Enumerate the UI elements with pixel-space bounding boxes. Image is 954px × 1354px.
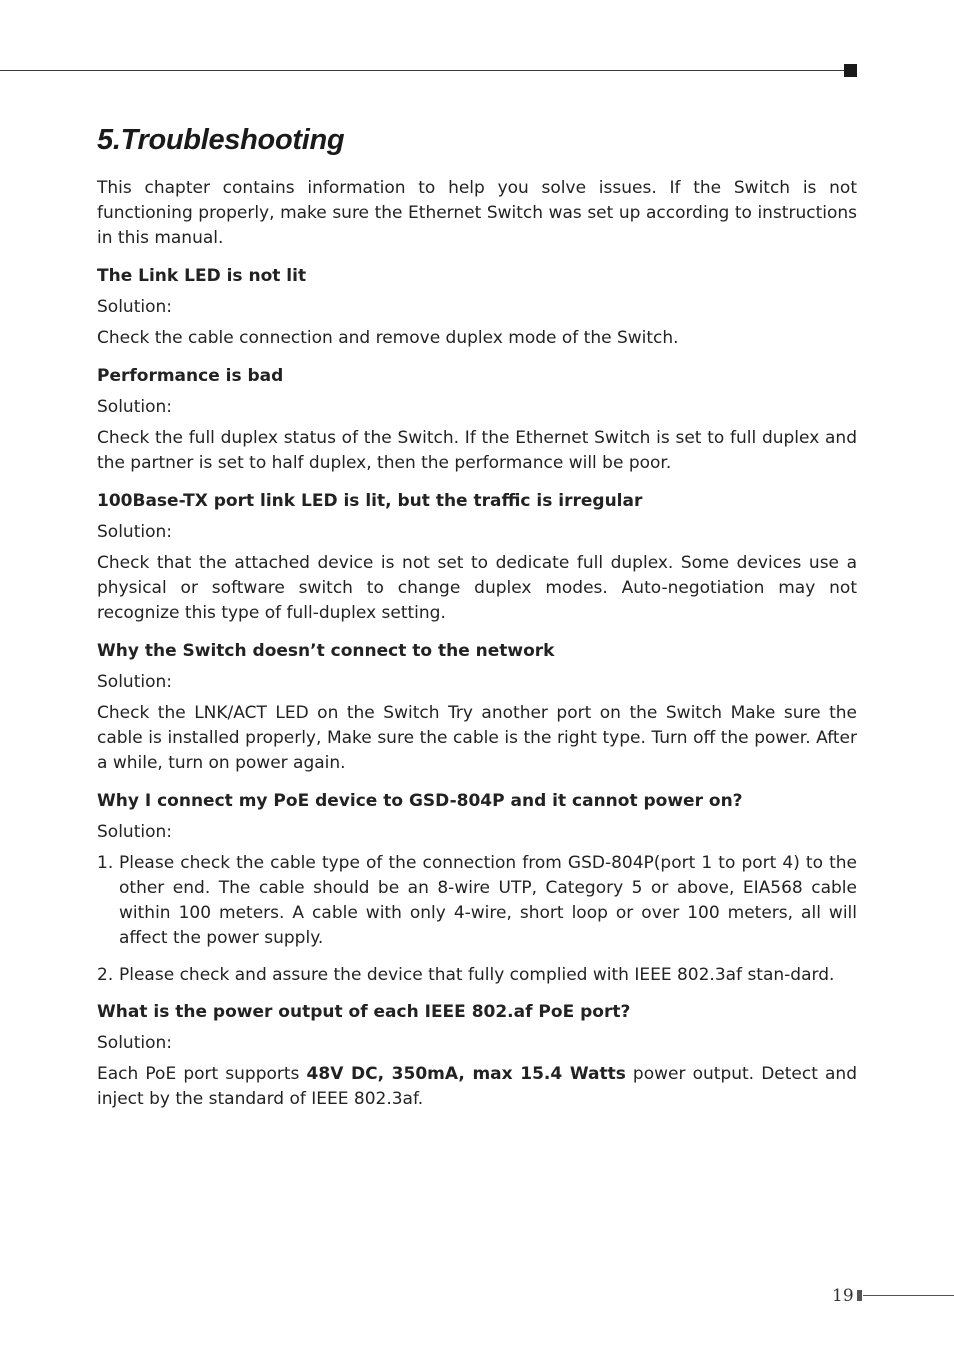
solution-label: Solution:	[97, 1033, 172, 1053]
solution-list	[97, 851, 857, 988]
header-square-mark	[844, 64, 857, 77]
section-heading: 100Base-TX port link LED is lit, but the traffic is irregular	[97, 491, 643, 511]
section-heading: Why the Switch doesn’t connect to the network	[97, 641, 555, 661]
section-heading: Why I connect my PoE device to GSD-804P and it cannot power on?	[97, 791, 743, 811]
list-item	[97, 851, 857, 951]
section-network-connect	[97, 639, 857, 776]
page-title: 5.Troubleshooting	[97, 124, 345, 156]
page-number: 19	[832, 1286, 854, 1306]
solution-text: Check the LNK/ACT LED on the Switch Try another port on the Switch Make sure the cable is installed properly, Make sure the cable is the right type. Turn off the power. After a while, turn on power again.	[97, 703, 857, 773]
list-item-text: Please check and assure the device that fully complied with IEEE 802.3af stan-dard.	[119, 965, 835, 985]
section-link-led	[97, 264, 857, 351]
solution-label: Solution:	[97, 672, 172, 692]
page-content	[97, 120, 857, 1125]
power-spec-bold: 48V DC, 350mA, max 15.4 Watts	[306, 1064, 626, 1084]
list-item	[97, 963, 857, 988]
section-performance	[97, 364, 857, 476]
section-poe-power	[97, 789, 857, 988]
solution-label: Solution:	[97, 822, 172, 842]
solution-text: Check the cable connection and remove duplex mode of the Switch.	[97, 328, 679, 348]
intro-paragraph: This chapter contains information to help you solve issues. If the Switch is not functioning properly, make sure the Ethernet Switch was set up according to instructions in this manual.	[97, 178, 857, 248]
solution-text-after: power output. Detect and inject by the standard of IEEE 802.3af.	[97, 1064, 857, 1109]
list-item-number: 1.	[97, 853, 114, 873]
footer-rule	[863, 1295, 954, 1296]
solution-text: Check that the attached device is not set to dedicate full duplex. Some devices use a physical or software switch to change duplex modes. Auto-negotiation may not recognize this type of full-duplex setting.	[97, 553, 857, 623]
solution-text-before: Each PoE port supports	[97, 1064, 307, 1084]
header-rule	[0, 70, 846, 71]
section-power-output	[97, 1000, 857, 1112]
footer-mark	[857, 1290, 862, 1301]
solution-label: Solution:	[97, 397, 172, 417]
list-item-text: Please check the cable type of the connection from GSD-804P(port 1 to port 4) to the other end. The cable should be an 8-wire UTP, Category 5 or above, EIA568 cable within 100 meters. A cable with only 4-wire, short loop or over 100 meters, all will affect the power supply.	[119, 853, 857, 948]
section-heading: Performance is bad	[97, 366, 284, 386]
section-heading: The Link LED is not lit	[97, 266, 307, 286]
list-item-number: 2.	[97, 965, 114, 985]
solution-label: Solution:	[97, 297, 172, 317]
solution-text: Check the full duplex status of the Switch. If the Ethernet Switch is set to full duplex and the partner is set to half duplex, then the performance will be poor.	[97, 428, 857, 473]
section-traffic-irregular	[97, 489, 857, 626]
section-heading: What is the power output of each IEEE 802.af PoE port?	[97, 1002, 631, 1022]
solution-text	[97, 1062, 857, 1112]
solution-label: Solution:	[97, 522, 172, 542]
